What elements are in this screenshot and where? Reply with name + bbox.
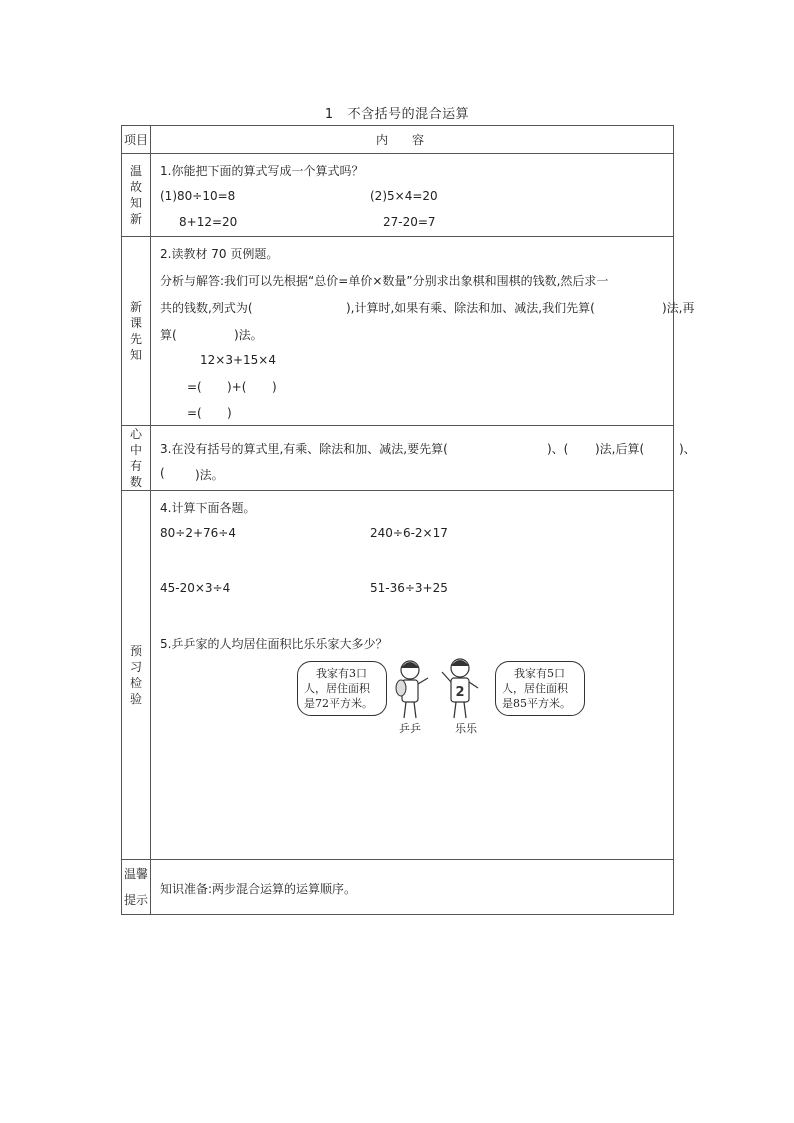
section-label-tip: 温馨 提示 xyxy=(122,860,151,915)
section-label-preview: 新 课 先 知 xyxy=(122,237,151,426)
question-1: 1.你能把下面的算式写成一个算式吗？ xyxy=(160,164,364,178)
boy-pingping-figure xyxy=(396,661,428,718)
header-col-item: 项目 xyxy=(122,126,151,154)
section-content-summary xyxy=(151,426,696,491)
left-speech-bubble: 我家有3口 人，居住面积 是72平方米。 xyxy=(297,661,387,716)
q2-step1c: ) xyxy=(272,380,277,394)
page-title xyxy=(0,103,794,122)
section-summary xyxy=(122,426,674,491)
section-label-practice: 预 习 检 验 xyxy=(122,491,151,860)
name-pingping: 乒乒 xyxy=(399,722,421,735)
boy-lele-figure xyxy=(442,659,478,718)
table-header-row xyxy=(122,126,674,154)
section-preview xyxy=(122,237,674,426)
q4-expr-3: 45-20×3÷4 xyxy=(160,581,231,595)
section-content-review xyxy=(151,154,674,237)
section-review xyxy=(122,154,674,237)
q2-step2a: =( xyxy=(187,406,202,420)
q1-expr-3: 8+12=20 xyxy=(179,215,238,229)
q3-part-d: )、 xyxy=(679,442,696,456)
q2-analysis-2c: )法,再 xyxy=(662,301,695,315)
q2-step2b: ) xyxy=(227,406,232,420)
question-4: 4.计算下面各题。 xyxy=(160,501,256,515)
q1-expr-2: (2)5×4=20 xyxy=(370,189,438,203)
section-label-summary: 心 中 有 数 xyxy=(122,426,151,491)
q2-step1a: =( xyxy=(187,380,202,394)
question-2: 2.读教材 70 页例题。 xyxy=(160,247,279,261)
svg-text:2: 2 xyxy=(455,685,465,700)
q2-analysis-2a: 共的钱数,列式为( xyxy=(160,301,253,315)
question-5: 5.乒乒家的人均居住面积比乐乐家大多少？ xyxy=(160,637,388,651)
q3-part-b: )、( xyxy=(547,442,569,456)
q4-expr-1: 80÷2+76÷4 xyxy=(160,526,236,540)
q2-analysis-2b: ),计算时,如果有乘、除法和加、减法,我们先算( xyxy=(346,301,595,315)
q2-formula: 12×3+15×4 xyxy=(200,353,276,367)
name-lele: 乐乐 xyxy=(455,722,477,735)
title-number: 1 xyxy=(324,107,334,122)
q1-expr-1: (1)80÷10=8 xyxy=(160,189,236,203)
q2-analysis-3a: 算( xyxy=(160,328,177,342)
q3-part-c: )法,后算( xyxy=(595,442,645,456)
section-content-tip xyxy=(151,860,674,915)
worksheet-table xyxy=(121,125,696,915)
right-speech-bubble: 我家有5口 人，居住面积 是85平方米。 xyxy=(495,661,585,716)
section-practice xyxy=(122,491,674,860)
section-content-preview xyxy=(151,237,695,426)
q2-analysis-3b: )法。 xyxy=(234,328,263,342)
q4-expr-2: 240÷6-2×17 xyxy=(370,526,448,540)
section-label-review: 温 故 知 新 xyxy=(122,154,151,237)
q3-part-a: 3.在没有括号的算式里,有乘、除法和加、减法,要先算( xyxy=(160,442,448,456)
section-content-practice xyxy=(151,491,674,860)
q3-part-f: )法。 xyxy=(195,468,224,482)
q3-part-e: ( xyxy=(160,466,165,480)
q2-analysis-1: 分析与解答:我们可以先根据“总价=单价×数量”分别求出象棋和围棋的钱数,然后求一 xyxy=(160,274,609,288)
header-col-content: 内容 xyxy=(151,126,674,154)
section-tip xyxy=(122,860,674,915)
q1-expr-4: 27-20=7 xyxy=(383,215,436,229)
q4-expr-4: 51-36÷3+25 xyxy=(370,581,448,595)
tip-text: 知识准备:两步混合运算的运算顺序。 xyxy=(160,882,357,896)
title-text: 不含括号的混合运算 xyxy=(347,107,470,122)
two-kids-illustration xyxy=(388,656,488,728)
q2-step1b: )+( xyxy=(227,380,247,394)
